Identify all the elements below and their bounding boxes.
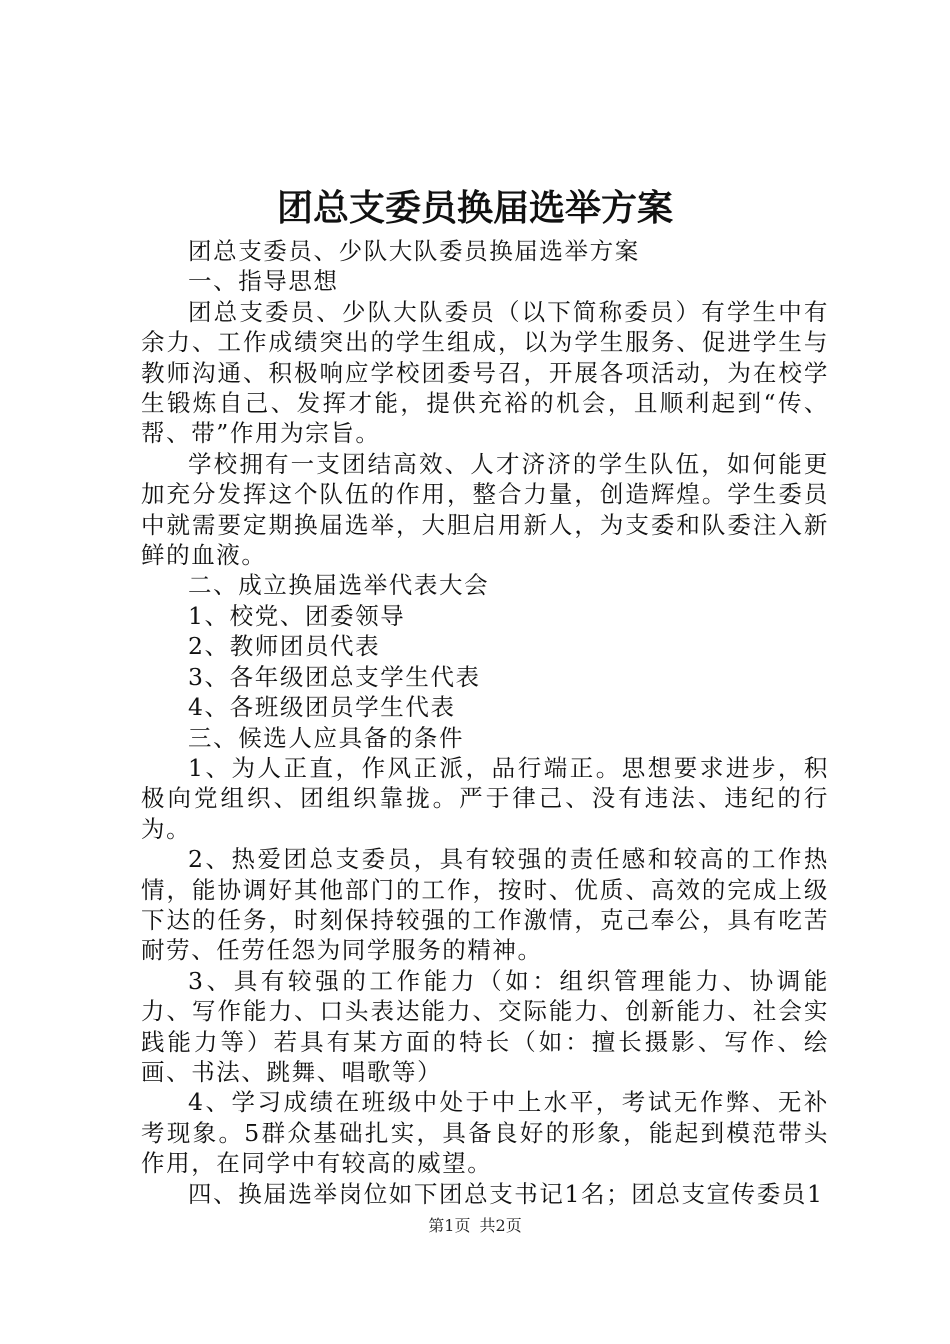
section-heading-1: 一、指导思想: [188, 267, 339, 296]
document-title: 团总支委员换届选举方案: [276, 187, 673, 229]
list-item: 1、校党、团委领导: [188, 601, 406, 630]
page-number: 第1页: [428, 1216, 471, 1235]
list-item: 2、教师团员代表: [188, 632, 381, 661]
document-body: [141, 236, 829, 1209]
paragraph: 团总支委员、少队大队委员（以下简称委员）有学生中有余力、工作成绩突出的学生组成，以为学生服务、促进学生与教师沟通、积极响应学校团委号召，开展各项活动，为在校学生锻炼自己、发挥才能，提供充裕的机会，且顺利起到“传、帮、带”作用为宗旨。: [141, 297, 829, 448]
paragraph: 1、为人正直，作风正派，品行端正。思想要求进步，积极向党组织、团组织靠拢。严于律己、没有违法、违纪的行为。: [141, 753, 829, 843]
page-total: 共2页: [479, 1216, 522, 1235]
section-heading-4: 四、换届选举岗位如下团总支书记1名；团总支宣传委员1: [188, 1179, 824, 1208]
paragraph: 4、学习成绩在班级中处于中上水平，考试无作弊、无补考现象。5群众基础扎实，具备良好的形象，能起到模范带头作用，在同学中有较高的威望。: [141, 1088, 829, 1178]
section-heading-3: 三、候选人应具备的条件: [188, 723, 465, 752]
paragraph: 2、热爱团总支委员，具有较强的责任感和较高的工作热情，能协调好其他部门的工作，按时、优质、高效的完成上级下达的任务，时刻保持较强的工作激情，克己奉公，具有吃苦耐劳、任劳任怨为同学服务的精神。: [141, 845, 829, 965]
page-footer: [0, 1215, 950, 1237]
paragraph-subtitle: 团总支委员、少队大队委员换届选举方案: [188, 237, 640, 265]
section-heading-2: 二、成立换届选举代表大会: [188, 571, 490, 600]
paragraph: 3、具有较强的工作能力（如：组织管理能力、协调能力、写作能力、口头表达能力、交际能力、创新能力、社会实践能力等）若具有某方面的特长（如：擅长摄影、写作、绘画、书法、跳舞、唱歌等）: [141, 966, 829, 1086]
paragraph: 学校拥有一支团结高效、人才济济的学生队伍，如何能更加充分发挥这个队伍的作用，整合力量，创造辉煌。学生委员中就需要定期换届选举，大胆启用新人，为支委和队委注入新鲜的血液。: [141, 449, 829, 570]
list-item: 4、各班级团员学生代表: [188, 693, 456, 722]
list-item: 3、各年级团总支学生代表: [188, 662, 481, 691]
